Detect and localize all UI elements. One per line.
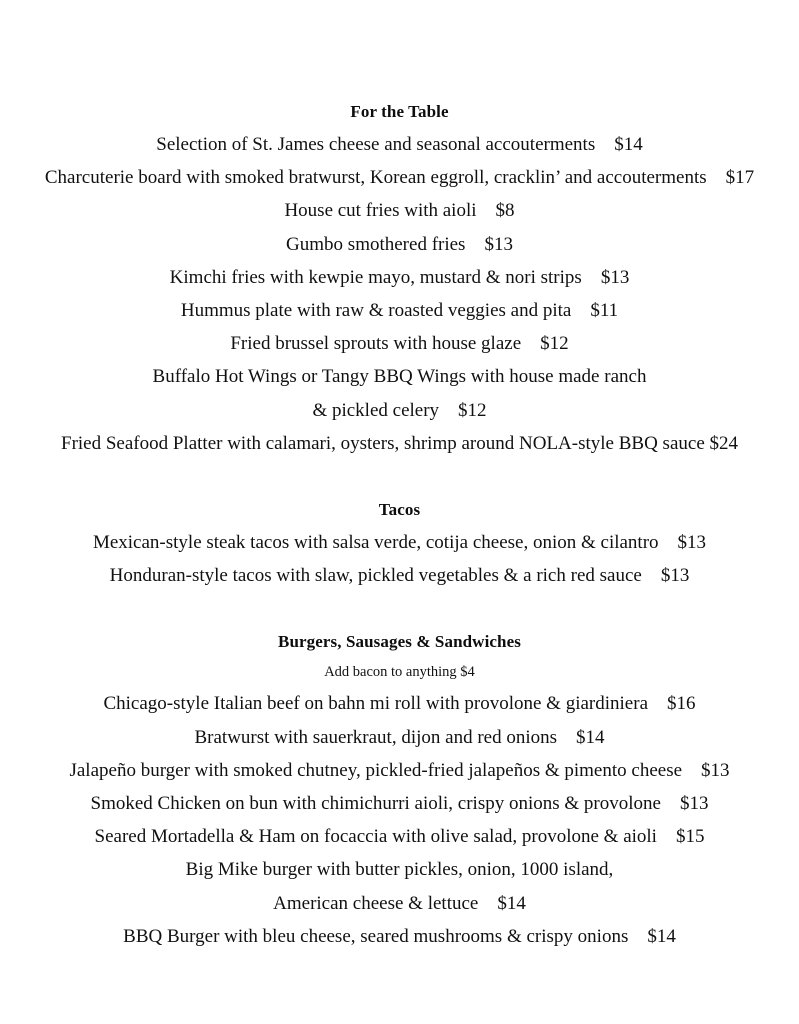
menu-item bbox=[10, 228, 789, 261]
section-note: Add bacon to anything $4 bbox=[324, 664, 475, 681]
menu-item-gap bbox=[657, 826, 676, 847]
menu-item-price: $13 bbox=[484, 233, 513, 255]
menu-item bbox=[10, 687, 789, 720]
menu-item-gap bbox=[648, 693, 667, 714]
menu-item-price: $16 bbox=[667, 693, 696, 715]
menu-item bbox=[10, 161, 789, 194]
section-heading: For the Table bbox=[350, 102, 449, 121]
menu-item bbox=[10, 853, 789, 886]
menu-item-price: $14 bbox=[647, 925, 676, 947]
menu-item-name: Honduran-style tacos with slaw, pickled vegetables & a rich red sauce bbox=[109, 565, 642, 587]
menu-item-price: $13 bbox=[660, 565, 690, 587]
menu-item-name: Charcuterie board with smoked bratwurst, Korean eggroll, cracklin’ and accouterments bbox=[44, 167, 707, 189]
menu-item-gap bbox=[557, 727, 576, 748]
menu-item bbox=[10, 887, 789, 920]
section-spacer bbox=[10, 592, 789, 625]
menu-item-name: Fried brussel sprouts with house glaze bbox=[230, 333, 522, 355]
menu-item bbox=[10, 787, 789, 820]
menu-item-gap bbox=[595, 134, 614, 155]
menu-item-gap bbox=[439, 400, 458, 421]
menu-item-price: $14 bbox=[497, 892, 526, 914]
menu-item-price: $13 bbox=[679, 793, 709, 815]
menu-item bbox=[10, 128, 789, 161]
menu-item-price: $12 bbox=[458, 399, 487, 421]
menu-item bbox=[10, 394, 789, 427]
menu-item-gap bbox=[682, 760, 701, 781]
menu-item bbox=[10, 526, 789, 559]
menu-item-name: Gumbo smothered fries bbox=[286, 233, 466, 255]
section-heading: Tacos bbox=[378, 500, 421, 520]
menu-sections bbox=[10, 95, 789, 953]
menu-item bbox=[10, 427, 789, 460]
menu-item-price: $8 bbox=[495, 200, 515, 222]
menu-item-gap bbox=[521, 333, 540, 354]
menu-item-gap bbox=[571, 300, 590, 321]
menu-section bbox=[10, 95, 789, 460]
menu-item-price: $17 bbox=[725, 167, 755, 189]
menu-item-gap bbox=[642, 565, 661, 586]
menu-item-name: Kimchi fries with kewpie mayo, mustard & nori strips bbox=[169, 266, 582, 288]
menu-item bbox=[10, 754, 789, 787]
section-heading: Burgers, Sausages & Sandwiches bbox=[278, 632, 521, 652]
menu-section bbox=[10, 493, 789, 592]
menu-item-name: Fried Seafood Platter with calamari, oysters, shrimp around NOLA-style BBQ sauce bbox=[61, 432, 705, 454]
menu-item-name: Mexican-style steak tacos with salsa verde, cotija cheese, onion & cilantro bbox=[92, 532, 659, 554]
menu-item-price: $13 bbox=[677, 532, 707, 554]
menu-item-price: $15 bbox=[675, 826, 705, 848]
menu-item-price: $14 bbox=[614, 134, 643, 155]
menu-item-price: $24 bbox=[709, 432, 738, 454]
menu-item-name: Selection of St. James cheese and seasonal accouterments bbox=[156, 134, 596, 155]
menu-item bbox=[10, 559, 789, 592]
menu-item bbox=[10, 327, 789, 360]
menu-item-gap bbox=[465, 234, 484, 255]
section-spacer bbox=[10, 460, 789, 493]
menu-item-price: $13 bbox=[701, 759, 730, 781]
menu-item bbox=[10, 194, 789, 227]
menu-item-name: Bratwurst with sauerkraut, dijon and red onions bbox=[194, 726, 557, 748]
menu-item-name: Hummus plate with raw & roasted veggies and pita bbox=[180, 300, 572, 322]
menu-item-price: $12 bbox=[540, 333, 569, 355]
menu-item-name: Big Mike burger with butter pickles, onion, 1000 island, bbox=[185, 859, 614, 881]
menu-item-gap bbox=[661, 793, 680, 814]
menu-item bbox=[10, 294, 789, 327]
menu-item-name: House cut fries with aioli bbox=[284, 200, 477, 222]
menu-item bbox=[10, 820, 789, 853]
menu-item-name: American cheese & lettuce bbox=[273, 892, 479, 914]
menu-item-gap bbox=[628, 926, 647, 947]
menu-item-name: BBQ Burger with bleu cheese, seared mushrooms & crispy onions bbox=[123, 925, 629, 947]
menu-item-name: Chicago-style Italian beef on bahn mi roll with provolone & giardiniera bbox=[103, 693, 648, 715]
menu-item-gap bbox=[707, 167, 726, 188]
menu-item-name: Jalapeño burger with smoked chutney, pickled-fried jalapeños & pimento cheese bbox=[69, 759, 683, 781]
menu-item-price: $13 bbox=[600, 266, 630, 288]
menu-item bbox=[10, 360, 789, 393]
menu-item-gap bbox=[659, 532, 678, 553]
menu-item-name: Buffalo Hot Wings or Tangy BBQ Wings with house made ranch bbox=[152, 366, 647, 388]
menu-item-price: $14 bbox=[576, 726, 605, 748]
menu-item-name: Smoked Chicken on bun with chimichurri aioli, crispy onions & provolone bbox=[90, 793, 661, 815]
menu-item-name: Seared Mortadella & Ham on focaccia with olive salad, provolone & aioli bbox=[94, 826, 657, 848]
menu-item-price: $11 bbox=[590, 300, 619, 322]
menu-item bbox=[10, 261, 789, 294]
menu-item-gap bbox=[477, 200, 496, 221]
menu-section bbox=[10, 625, 789, 953]
menu-item-name: & pickled celery bbox=[312, 399, 440, 421]
menu-item-gap bbox=[478, 893, 497, 914]
menu-item bbox=[10, 920, 789, 953]
menu-item bbox=[10, 721, 789, 754]
menu-item-gap bbox=[582, 267, 601, 288]
